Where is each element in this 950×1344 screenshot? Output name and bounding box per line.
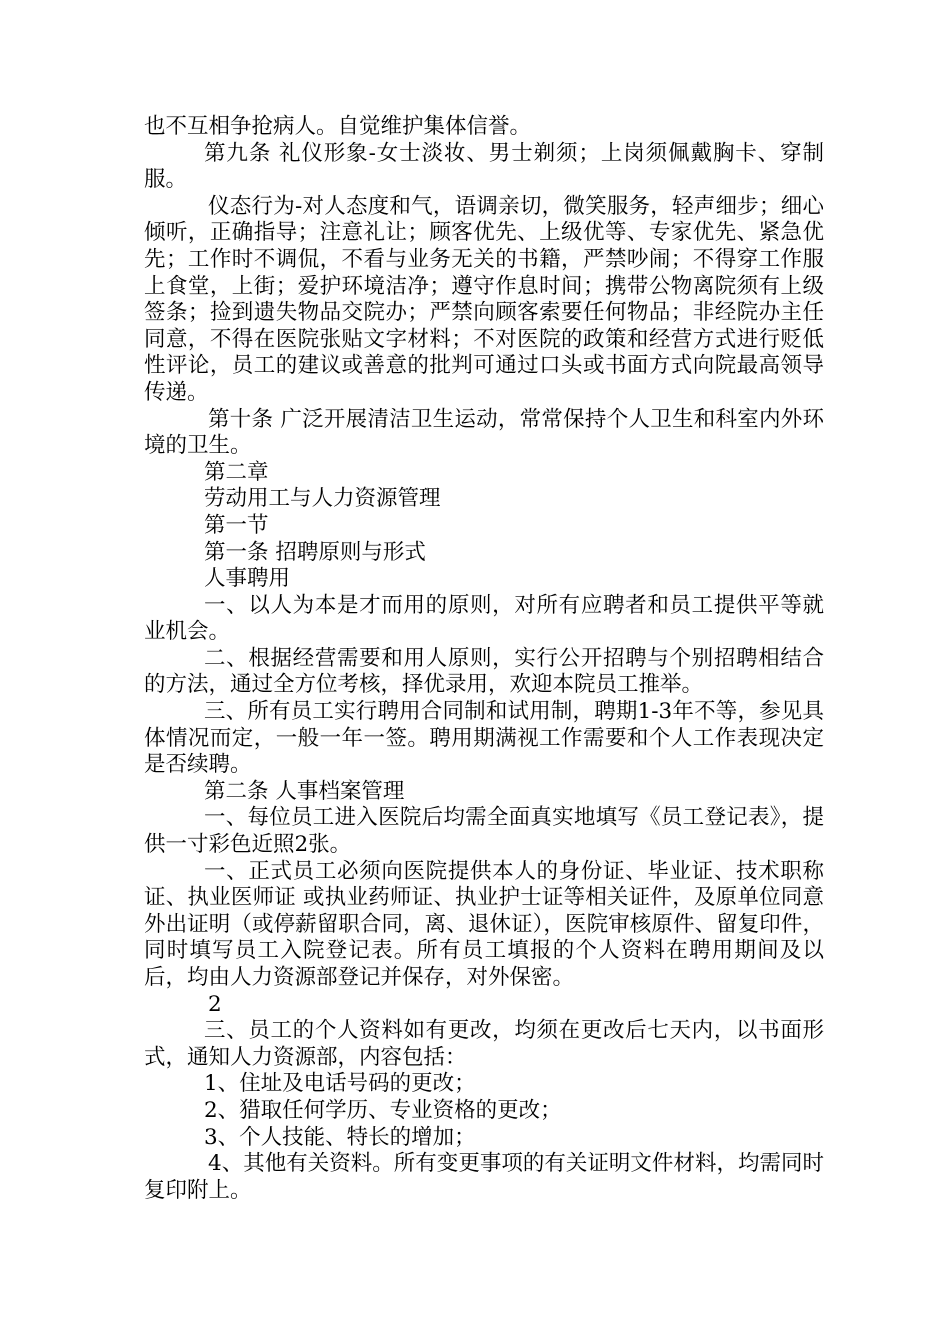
paragraph: 二、根据经营需要和用人原则，实行公开招聘与个别招聘相结合的方法，通过全方位考核，择优录用，欢迎本院员工推举。 [144,645,824,698]
paragraph: 三、员工的个人资料如有更改，均须在更改后七天内，以书面形式，通知人力资源部，内容包括： [144,1018,824,1070]
chapter-title: 劳动用工与人力资源管理 [204,486,441,512]
article-9-paragraph: 第九条 礼仪形象-女士淡妆、男士剃须；上岗须佩戴胸卡、穿制服。 [144,140,824,193]
paragraph: 三、所有员工实行聘用合同制和试用制，聘期1-3年不等，参见具体情况而定，一般一年一签。聘用期满视工作需要和个人工作表现决定是否续聘。 [144,699,824,778]
list-item: 4、其他有关资料。所有变更事项的有关证明文件材料，均需同时复印附上。 [144,1151,824,1203]
paragraph: 一、正式员工必须向医院提供本人的身份证、毕业证、技术职称证、执业医师证 或执业药师证、执业护士证等相关证件，及原单位同意外出证明（或停薪留职合同，离、退休证），医院审核原件、留复印件，同时填写员工入院登记表。所有员工填报的个人资料在聘用期间及以后，均由人力资源部登记并保存，对外保密。 [144,858,824,990]
page-number: 2 [208,991,222,1017]
paragraph: 仪态行为-对人态度和气，语调亲切，微笑服务，轻声细步；细心倾听，正确指导；注意礼让；顾客优先、上级优等、专家优先、紧急优先；工作时不调侃，不看与业务无关的书籍，严禁吵闹；不得穿工作服上食堂，上街；爱护环境洁净；遵守作息时间；携带公物离院须有上级签条；捡到遗失物品交院办；严禁向顾客索要任何物品；非经院办主任同意，不得在医院张贴文字材料；不对医院的政策和经营方式进行贬低性评论，员工的建议或善意的批判可通过口头或书面方式向院最高领导传递。 [144,193,824,405]
document-page [144,114,824,1204]
chapter-heading: 第二章 [204,459,269,485]
paragraph: 也不互相争抢病人。自觉维护集体信誉。 [144,114,532,139]
paragraph: 一、每位员工进入医院后均需全面真实地填写《员工登记表》，提供一寸彩色近照2张。 [144,805,824,858]
list-item: 2、猎取任何学历、专业资格的更改； [204,1097,562,1123]
list-item: 1、住址及电话号码的更改； [204,1071,476,1097]
article-heading: 第一条 招聘原则与形式 [204,539,426,565]
section-heading: 第一节 [204,512,269,538]
paragraph: 一、以人为本是才而用的原则，对所有应聘者和员工提供平等就业机会。 [144,592,824,645]
article-10-paragraph: 第十条 广泛开展清洁卫生运动，常常保持个人卫生和科室内外环境的卫生。 [144,406,824,459]
article-heading: 第二条 人事档案管理 [204,778,405,804]
list-item: 3、个人技能、特长的增加； [204,1124,476,1150]
subsection-heading: 人事聘用 [204,566,291,592]
